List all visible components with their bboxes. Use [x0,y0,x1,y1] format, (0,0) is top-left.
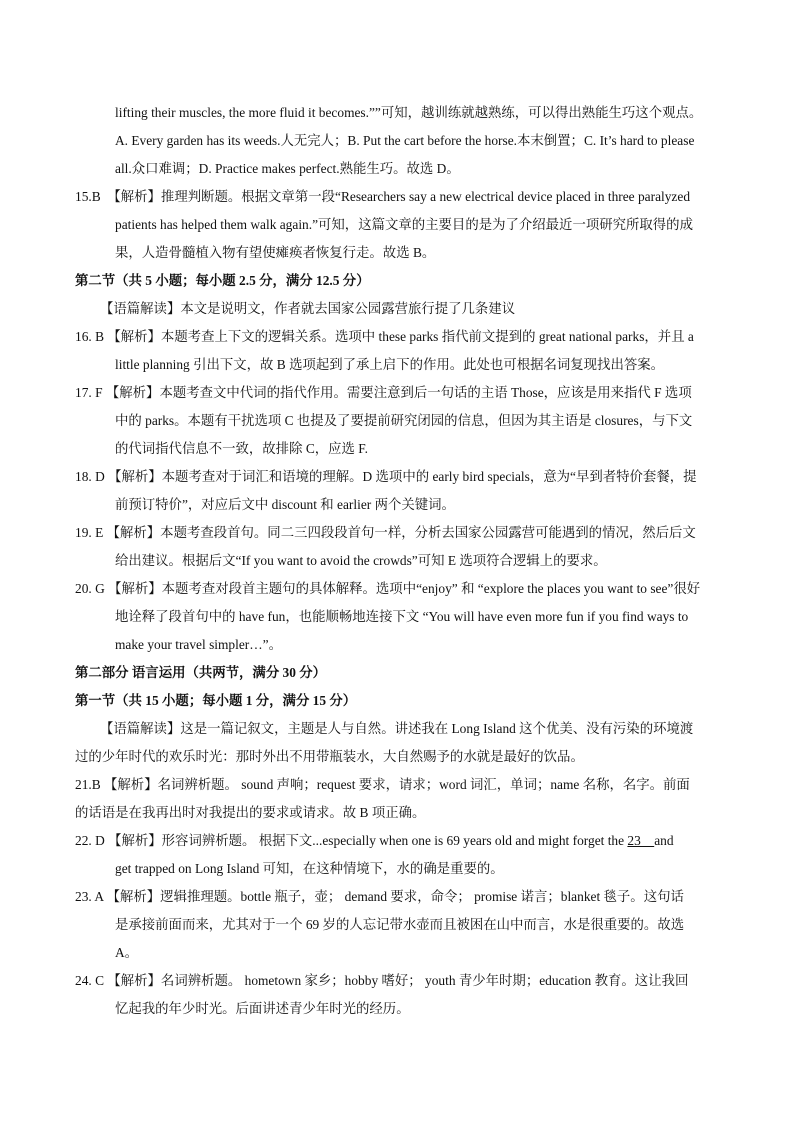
text-line [75,832,674,850]
text-line: 中的 parks。本题有干扰选项 C 也提及了要提前研究闭园的信息，但因为其主语是 closures，与下文 [115,413,693,428]
text-line: 18. D 【解析】本题考查对于词汇和语境的理解。D 选项中的 early bird specials，意为“早到者特价套餐，提 [75,469,697,484]
text-line: 21.B 【解析】名词辨析题。 sound 声响；request 要求，请求；word 词汇，单词；name 名称，名字。前面 [75,777,690,792]
text-line: 忆起我的年少时光。后面讲述青少年时光的经历。 [115,1001,410,1016]
text-line: 过的少年时代的欢乐时光：那时外出不用带瓶装水，大自然赐予的水就是最好的饮品。 [75,749,584,764]
text-line: 给出建议。根据后文“If you want to avoid the crowds”可知 E 选项符合逻辑上的要求。 [115,553,607,568]
text-line: patients has helped them walk again.”可知，这篇文章的主要目的是为了介绍最近一项研究所取得的成 [115,217,693,232]
text-line: A. Every garden has its weeds.人无完人；B. Put the cart before the horse.本末倒置；C. It’s hard to please [115,133,695,148]
text-line: get trapped on Long Island 可知，在这种情境下，水的确是重要的。 [115,861,504,876]
text-line: 地诠释了段首句中的 have fun，也能顺畅地连接下文 “You will have even more fun if you find ways to [115,609,689,624]
text-line: 的话语是在我再出时对我提出的要求或请求。故 B 项正确。 [75,805,426,820]
text-line: little planning 引出下文，故 B 选项起到了承上启下的作用。此处也可根据名词复现找出答案。 [115,357,665,372]
text-line: 16. B 【解析】本题考查上下文的逻辑关系。选项中 these parks 指代前文提到的 great national parks，并且 a [75,329,694,344]
text-line: 20. G 【解析】本题考查对段首主题句的具体解释。选项中“enjoy” 和 “explore the places you want to see”很好 [75,581,701,596]
text-line: all.众口难调；D. Practice makes perfect.熟能生巧。故选 D。 [115,161,460,176]
section-heading: 第二节（共 5 小题；每小题 2.5 分，满分 12.5 分） [75,273,370,288]
text-line: 【语篇解读】这是一篇记叙文，主题是人与自然。讲述我在 Long Island 这个优美、没有污染的环境渡 [100,721,694,736]
text-line: lifting their muscles, the more fluid it becomes.””可知，越训练就越熟练，可以得出熟能生巧这个观点。 [115,105,703,120]
text-line: 24. C 【解析】名词辨析题。 hometown 家乡；hobby 嗜好； youth 青少年时期；education 教育。这让我回 [75,973,689,988]
text-line: 17. F 【解析】本题考查文中代词的指代作用。需要注意到后一句话的主语 Those，应该是用来指代 F 选项 [75,385,692,400]
text-line: 【语篇解读】本文是说明文，作者就去国家公园露营旅行提了几条建议 [100,301,516,316]
blank-number: 23 [627,833,655,848]
text-line: 15.B 【解析】推理判断题。根据文章第一段“Researchers say a new electrical device placed in three paralyzed [75,189,691,204]
text-line: 是承接前面而来，尤其对于一个 69 岁的人忘记带水壶而且被困在山中而言，水是很重要的。故选 [115,917,685,932]
text-line: 19. E 【解析】本题考查段首句。同二三四段段首句一样，分析去国家公园露营可能遇到的情况，然后后文 [75,525,696,540]
text-segment: and [654,833,674,848]
text-line: 前预订特价”，对应后文中 discount 和 earlier 两个关键词。 [115,497,455,512]
text-line: 23. A 【解析】逻辑推理题。bottle 瓶子，壶； demand 要求，命令； promise 诺言；blanket 毯子。这句话 [75,889,684,904]
text-line: make your travel simpler…”。 [115,637,282,652]
section-heading: 第二部分 语言运用（共两节，满分 30 分） [75,665,327,680]
text-line: 的代词指代信息不一致，故排除 C，应选 F. [115,441,368,456]
section-heading: 第一节（共 15 小题；每小题 1 分，满分 15 分） [75,693,357,708]
text-line: A。 [115,945,139,960]
text-segment: 22. D 【解析】形容词辨析题。 根据下文...especially when one is 69 years old and might forget the [75,833,628,848]
text-line: 果，人造骨髓植入物有望使瘫痪者恢复行走。故选 B。 [115,245,436,260]
